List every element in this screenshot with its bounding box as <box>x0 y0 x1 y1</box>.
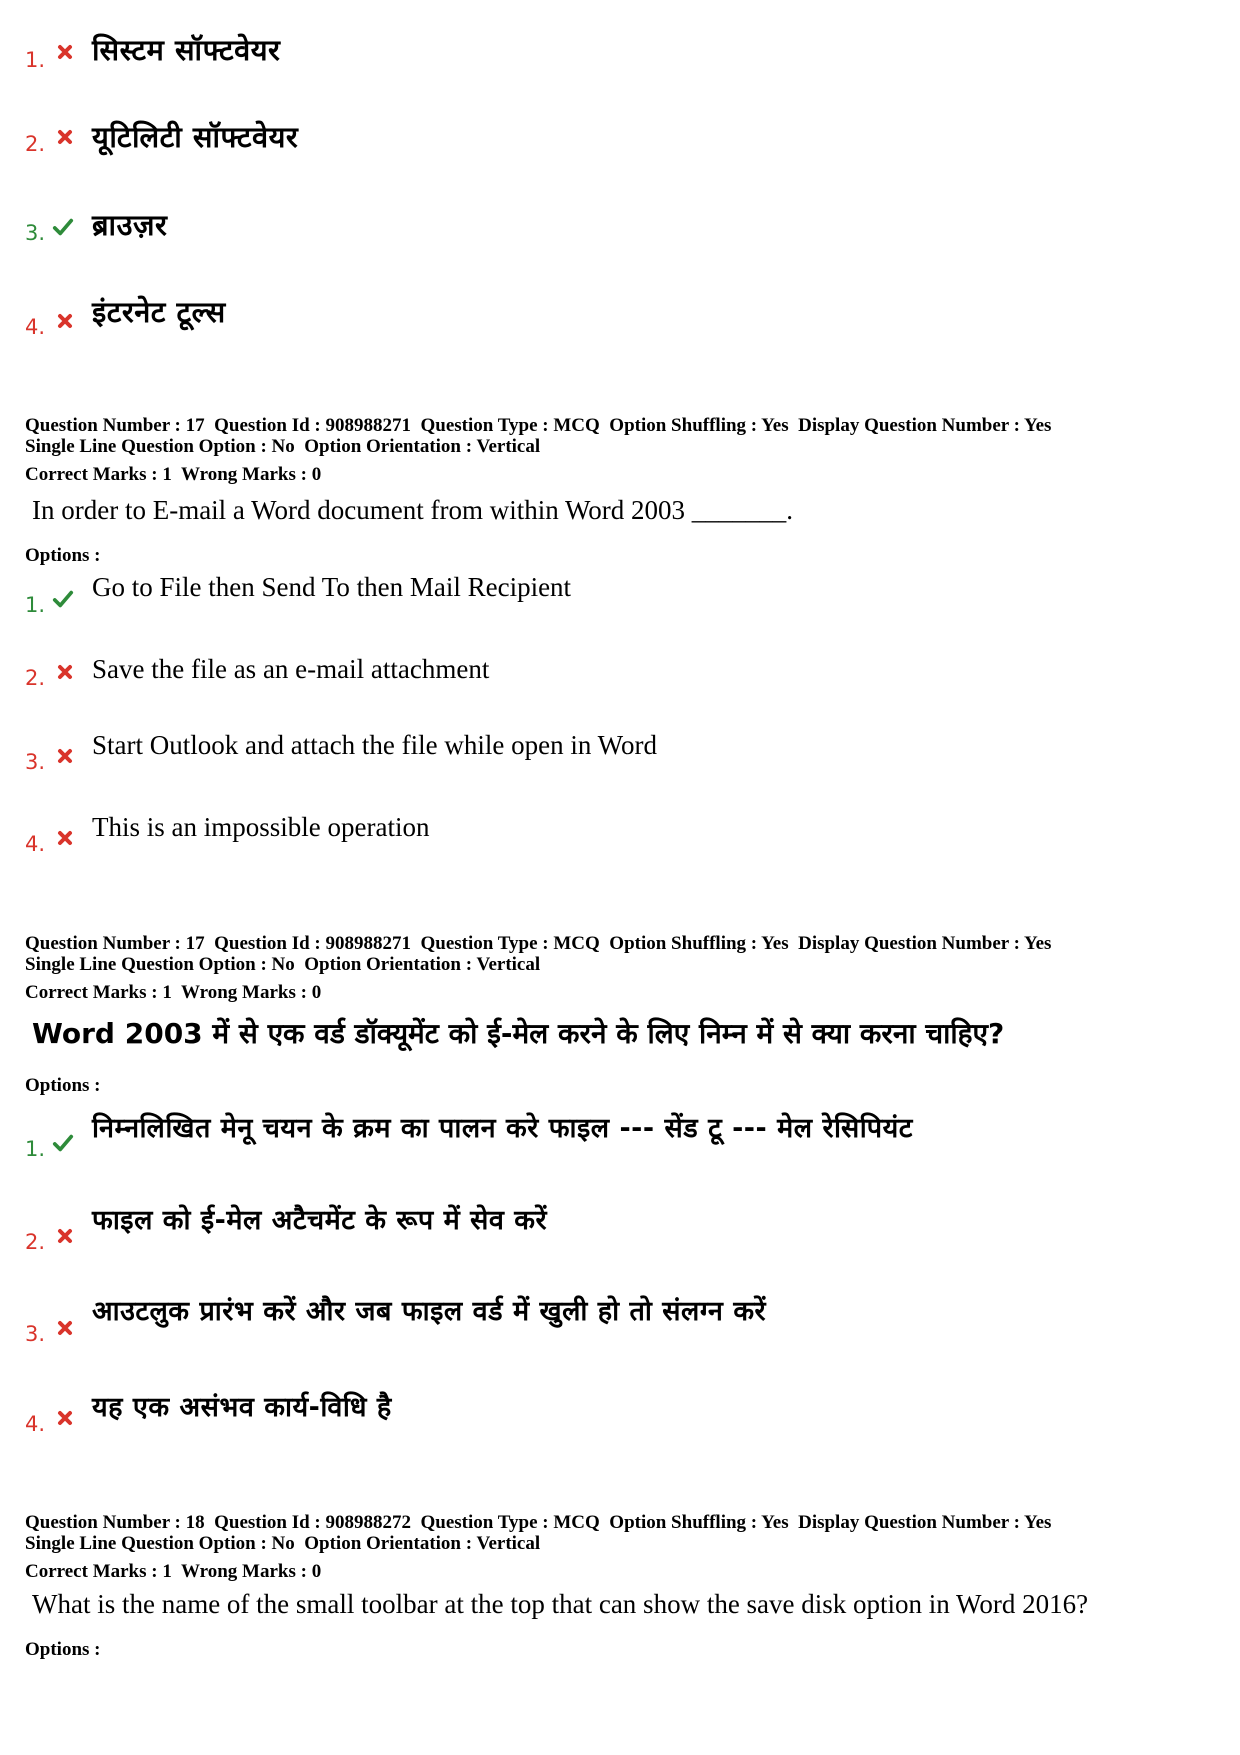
question-meta-line-2: Single Line Question Option : No Option Orientation : Vertical <box>25 1533 541 1554</box>
question-text: In order to E-mail a Word document from within Word 2003 _______. <box>32 495 794 525</box>
question-meta-line-1: Question Number : 18 Question Id : 908988272 Question Type : MCQ Option Shuffling : Yes Display Question Number : Yes <box>25 1512 1052 1533</box>
check-icon <box>52 216 74 238</box>
option-number: 4. <box>25 832 46 856</box>
cross-icon <box>54 126 76 148</box>
cross-icon <box>54 745 76 767</box>
question-meta-line-2: Single Line Question Option : No Option Orientation : Vertical <box>25 436 541 457</box>
option-number: 3. <box>25 1322 46 1346</box>
option-number: 1. <box>25 48 46 72</box>
option-number: 4. <box>25 315 46 339</box>
option-text: निम्नलिखित मेनू चयन के क्रम का पालन करे फाइल --- सेंड टू --- मेल रेसिपियंट <box>92 1113 913 1144</box>
cross-icon <box>54 1317 76 1339</box>
option-text: इंटरनेट टूल्स <box>92 295 226 329</box>
option-number: 2. <box>25 132 46 156</box>
option-text: This is an impossible operation <box>92 812 430 842</box>
option-number: 4. <box>25 1412 46 1436</box>
question-marks: Correct Marks : 1 Wrong Marks : 0 <box>25 982 322 1003</box>
check-icon <box>52 588 74 610</box>
option-number: 3. <box>25 221 46 245</box>
option-text: Go to File then Send To then Mail Recipient <box>92 572 572 602</box>
options-label: Options : <box>25 1639 101 1660</box>
option-number: 1. <box>25 1137 46 1161</box>
question-text: Word 2003 में से एक वर्ड डॉक्यूमेंट को ई-मेल करने के लिए निम्न में से क्या करना चाहिए? <box>32 1017 1005 1050</box>
option-text: यूटिलिटी सॉफ्टवेयर <box>92 120 299 154</box>
option-text: यह एक असंभव कार्य-विधि है <box>92 1392 392 1423</box>
question-meta-line-2: Single Line Question Option : No Option Orientation : Vertical <box>25 954 541 975</box>
option-number: 2. <box>25 1230 46 1254</box>
cross-icon <box>54 1407 76 1429</box>
option-number: 1. <box>25 593 46 617</box>
option-number: 3. <box>25 750 46 774</box>
option-number: 2. <box>25 666 46 690</box>
option-text: फाइल को ई-मेल अटैचमेंट के रूप में सेव करें <box>92 1205 548 1236</box>
option-text: ब्राउज़र <box>92 208 168 242</box>
cross-icon <box>54 661 76 683</box>
option-text: Start Outlook and attach the file while open in Word <box>92 730 657 760</box>
cross-icon <box>54 827 76 849</box>
options-label: Options : <box>25 1075 101 1096</box>
question-text: What is the name of the small toolbar at the top that can show the save disk option in Word 2016? <box>32 1589 1089 1619</box>
question-marks: Correct Marks : 1 Wrong Marks : 0 <box>25 1561 322 1582</box>
cross-icon <box>54 1225 76 1247</box>
question-meta-line-1: Question Number : 17 Question Id : 908988271 Question Type : MCQ Option Shuffling : Yes Display Question Number : Yes <box>25 933 1052 954</box>
cross-icon <box>54 41 76 63</box>
question-marks: Correct Marks : 1 Wrong Marks : 0 <box>25 464 322 485</box>
options-label: Options : <box>25 545 101 566</box>
option-text: Save the file as an e-mail attachment <box>92 654 490 684</box>
option-text: सिस्टम सॉफ्टवेयर <box>92 33 281 67</box>
option-text: आउटलुक प्रारंभ करें और जब फाइल वर्ड में खुली हो तो संलग्न करें <box>92 1296 767 1327</box>
check-icon <box>52 1132 74 1154</box>
cross-icon <box>54 310 76 332</box>
question-meta-line-1: Question Number : 17 Question Id : 908988271 Question Type : MCQ Option Shuffling : Yes Display Question Number : Yes <box>25 415 1052 436</box>
